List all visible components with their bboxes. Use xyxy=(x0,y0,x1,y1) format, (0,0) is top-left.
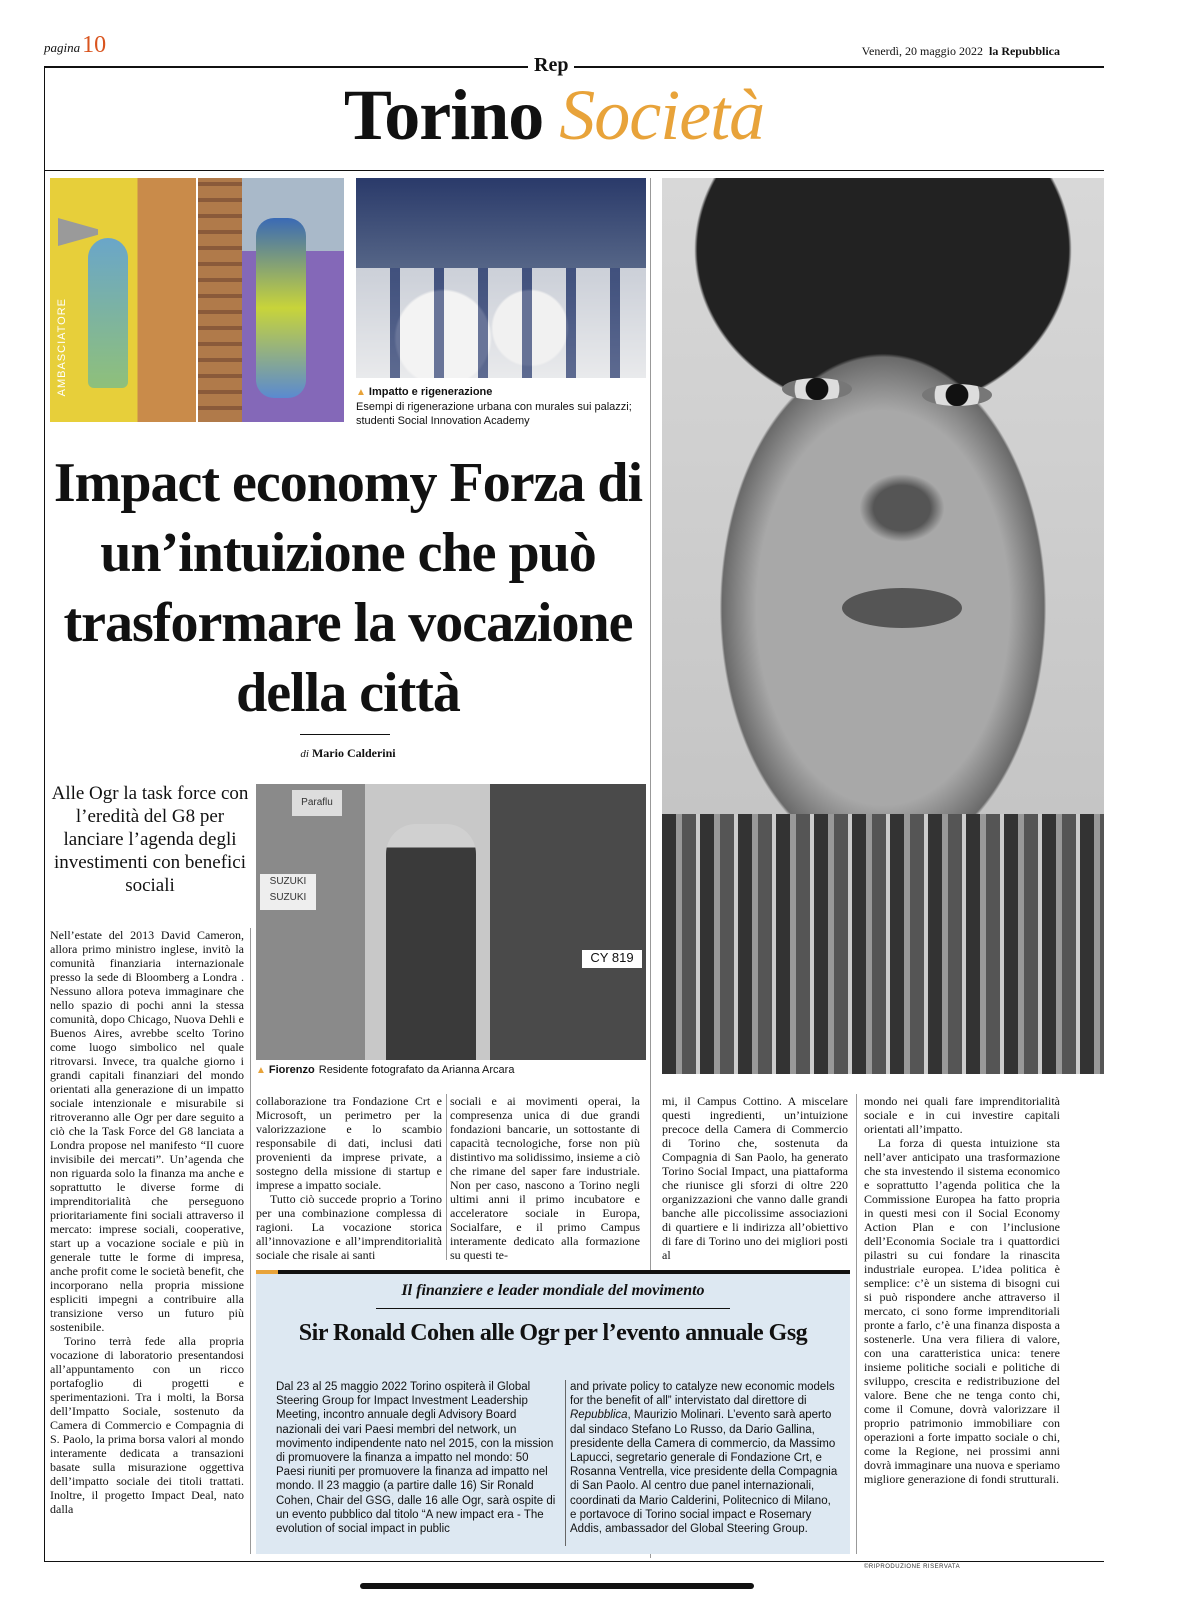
article-column-5 xyxy=(864,1094,1060,1486)
megaphone-shape xyxy=(58,218,98,246)
nose-shape xyxy=(852,468,952,548)
paragraph: mondo nei quali fare imprenditorialità sociale e in cui investire capitali orientati all’impatto. xyxy=(864,1094,1060,1136)
byline xyxy=(200,746,496,761)
left-eye-shape xyxy=(782,378,852,400)
author-name: Mario Calderini xyxy=(311,746,396,760)
rights-notice: ©RIPRODUZIONE RISERVATA xyxy=(864,1564,961,1570)
caption-triangle-icon: ▲ xyxy=(256,1065,266,1076)
masthead-info xyxy=(862,44,1060,59)
article-column-1 xyxy=(50,928,244,1516)
bottom-frame-rule xyxy=(44,1561,1104,1562)
photo-caption-1 xyxy=(356,382,646,428)
paragraph: Nell’estate del 2013 David Cameron, allora primo ministro inglese, invitò la comunità finanziaria internazionale presso la sede di Bloomberg a Londra . Nessuno allora poteva immaginare che nello spazio di pochi anni la stessa comunità, dopo Chicago, Nuova Dehli e Buenos Aires, avrebbe scelto Torino come luogo simbolico nel quale ritrovarsi. Invece, tra qualche giorno i grandi capitali finanziari del mondo orientati alla generazione di un impatto sociale intenzionale e misurabile si ritroveranno alle Ogr per dare seguito a ciò che la Task Force del G8 lanciata a Londra propose nel manifesto “Il cuore invisibile dei mercati”. Un’agenda che non riguarda solo la finanza ma anche e soprattutto le diverse forme di imprenditorialità che perseguono prioritariamente fini sociali attraverso il mercato: imprese sociali, cooperative, start up a vocazione sociale e più in generale tutte le forme di impresa, anche profit come le società benefit, che incorporano nella propria missione espliciti impegni a contribuire alla transizione verso un futuro più sostenibile. xyxy=(50,928,244,1334)
section-name: Torino xyxy=(343,75,544,155)
building-shape xyxy=(198,178,242,422)
section-title xyxy=(44,74,1064,157)
caption-triangle-icon: ▲ xyxy=(356,387,366,398)
resident-figure xyxy=(386,824,476,1060)
photo-caption-3 xyxy=(256,1063,646,1078)
license-plate: CY 819 xyxy=(582,950,642,968)
students-photo xyxy=(356,178,646,378)
paragraph: sociali e ai movimenti operai, la compresenza unica di due grandi fondazioni bancarie, un sottostante di capacità tecnologiche, forse non più distintivo ma solidissimo, insieme a ciò che rimane del saper fare industriale. Non per caso, nascono a Torino negli ultimi anni il primo incubatore e acceleratore sociale in Europa, Socialfare, e il primo Campus interamente dedicato alla formazione su questi te- xyxy=(450,1094,640,1262)
article-column-3 xyxy=(450,1094,640,1262)
box-top-bar xyxy=(256,1270,850,1274)
mouth-shape xyxy=(842,588,962,628)
suzuki-sign: SUZUKI SUZUKI xyxy=(260,874,316,910)
mural-text: AMBASCIATORE xyxy=(56,298,68,397)
byline-prefix: di xyxy=(300,748,309,760)
right-eye-shape xyxy=(922,384,992,406)
portrait-photo xyxy=(662,178,1104,1074)
column-rule xyxy=(446,1094,447,1260)
section-kicker: Società xyxy=(559,75,765,155)
box-text: , Maurizio Molinari. L’evento sarà aperto dal sindaco Stefano Lo Russo, da Dario Gallina, presidente della Camera di commercio, da Massimo Lapucci, segretario generale di Fondazione Crt, e Rosanna Ventrella, vice presidente della Compagnia di San Paolo. Al centro due panel internazionali, coordinati da Mario Calderini, Politecnico di Milano, e portavoce di Torino social impact e Rosemary Addis, ambassador del Global Steering Group. xyxy=(570,1409,838,1536)
caption-title: Fiorenzo xyxy=(268,1064,315,1076)
column-rule xyxy=(856,1094,857,1554)
paragraph: Tutto ciò succede proprio a Torino per una combinazione complessa di ragioni. La vocazione storica all’innovazione e all’imprenditorialità sociale che risale ai santi xyxy=(256,1192,442,1262)
newspaper-brand: la Repubblica xyxy=(988,44,1060,58)
article-column-2 xyxy=(256,1094,442,1262)
page-label: pagina xyxy=(44,40,81,55)
byline-rule xyxy=(300,734,390,735)
caption-text: Residente fotografato da Arianna Arcara xyxy=(318,1064,515,1076)
audience-rows xyxy=(356,268,646,378)
box-accent xyxy=(256,1270,278,1274)
patterned-shirt xyxy=(662,814,1104,1074)
shop-sign: Paraflu xyxy=(292,790,342,816)
box-column-rule xyxy=(565,1380,566,1546)
article-column-4 xyxy=(662,1094,848,1262)
article-headline: Impact economy Forza di un’intuizione che può trasformare la vocazione della città xyxy=(53,452,643,724)
caption-title: Impatto e rigenerazione xyxy=(368,386,493,398)
page-number-label xyxy=(44,32,106,59)
box-column-1: Dal 23 al 25 maggio 2022 Torino ospiterà il Global Steering Group for Impact Investment Leadership Meeting, incontro annuale degli Advisory Board nazionali dei vari Paesi membri del network, un movimento indipendente nato nel 2015, con la mission di promuovere la finanza a impatto nel mondo: 50 Paesi riuniti per promuovere la finanza ad impatto nel mondo. Il 23 maggio (a partire dalle 16) Sir Ronald Cohen, Chair del GSG, dalle 16 alle Ogr, sarà ospite di un evento pubblico dal titolo “A new impact era - The evolution of social impact in public xyxy=(276,1381,556,1536)
box-kicker-rule xyxy=(376,1308,730,1309)
mural-figure xyxy=(256,218,306,398)
box-text: and private policy to catalyze new economic models for the benefit of all” intervistato dal direttore di xyxy=(570,1381,835,1408)
paragraph: La forza di questa intuizione sta nell’aver anticipato una trasformazione che sta investendo il sistema economico e soprattutto l’agenda politica che la Commissione Europea ha fatto propria in questi mesi con il Social Economy Action Plan e con l’inclusione dell’Economia Sociale tra i quattordici pilastri su cui fondare la rinascita industriale europea. L’idea politica è semplice: c’è un sistema di bisogni cui si può rispondere anche attraverso il mercato, ci sono forme imprenditoriali pronte a farlo, c’è una finanza disposta a sostenerle. Una vera filiera di valore, con una caratteristica unica: tenere insieme politiche sociali e politiche di sviluppo, crescita e redistribuzione del valore. Bene che ne tenga conto chi, come il Comune, dovrà valorizzare il proprio patrimonio immobiliare con operazioni a forte impatto sociale o chi, come la Regione, nei prossimi anni dovrà immaginare una nuova e speriamo migliore generazione di fondi strutturali. xyxy=(864,1136,1060,1486)
page-number: 10 xyxy=(82,32,107,58)
home-indicator[interactable] xyxy=(360,1583,754,1589)
box-kicker: Il finanziere e leader mondiale del movimento xyxy=(401,1282,705,1299)
paragraph: mi, il Campus Cottino. A miscelare questi ingredienti, un’intuizione precoce della Camera di Commercio di Torino che, sostenuta da Compagnia di San Paolo, ha generato Torino Social Impact, una piattaforma che riunisce gli sforzi di oltre 220 organizzazioni che vanno dalle grandi banche alle piccolissime associazioni di quartiere e li indirizza all’obiettivo di fare di Torino uno dei migliori posti al xyxy=(662,1094,848,1262)
rep-logo: Rep xyxy=(528,54,574,77)
box-column-2 xyxy=(570,1380,840,1536)
paragraph: Torino terrà fede alla propria vocazione di laboratorio presentandosi all’appuntamento con un ricco portafoglio di progetti e sperimentazioni. Tra i molti, la Borsa dell’Impatto Sociale, sostenuto da Camera di Commercio e Compagnia di S. Paolo, la prima borsa valori al mondo interamente dedicata a transazioni basate sulla misurazione oggettiva dell’impatto sociale dei titoli trattati. Inoltre, il progetto Impact Deal, nato dalla xyxy=(50,1334,244,1516)
caption-text: Esempi di rigenerazione urbana con murales sui palazzi; studenti Social Innovation Academy xyxy=(356,401,632,427)
resident-photo xyxy=(256,784,646,1060)
mural-photo-2 xyxy=(198,178,344,422)
mural-girl-figure xyxy=(88,238,128,388)
title-rule xyxy=(44,170,1104,171)
box-title: Sir Ronald Cohen alle Ogr per l’evento annuale Gsg xyxy=(298,1320,808,1346)
mural-photo-1 xyxy=(50,178,196,422)
column-rule xyxy=(250,928,251,1554)
paragraph: collaborazione tra Fondazione Crt e Microsoft, un perimetro per la valorizzazione e lo scambio responsabile di dati, inclusi dati provenienti da imprese private, a sostegno della missione di startup e imprese a impatto sociale. xyxy=(256,1094,442,1192)
issue-date: Venerdì, 20 maggio 2022 xyxy=(861,44,983,58)
left-frame-rule xyxy=(44,66,45,1562)
article-summary: Alle Ogr la task force con l’eredità del G8 per lanciare l’agenda degli investimenti con benefici sociali xyxy=(51,783,249,896)
box-text-italic: Repubblica xyxy=(570,1409,628,1422)
